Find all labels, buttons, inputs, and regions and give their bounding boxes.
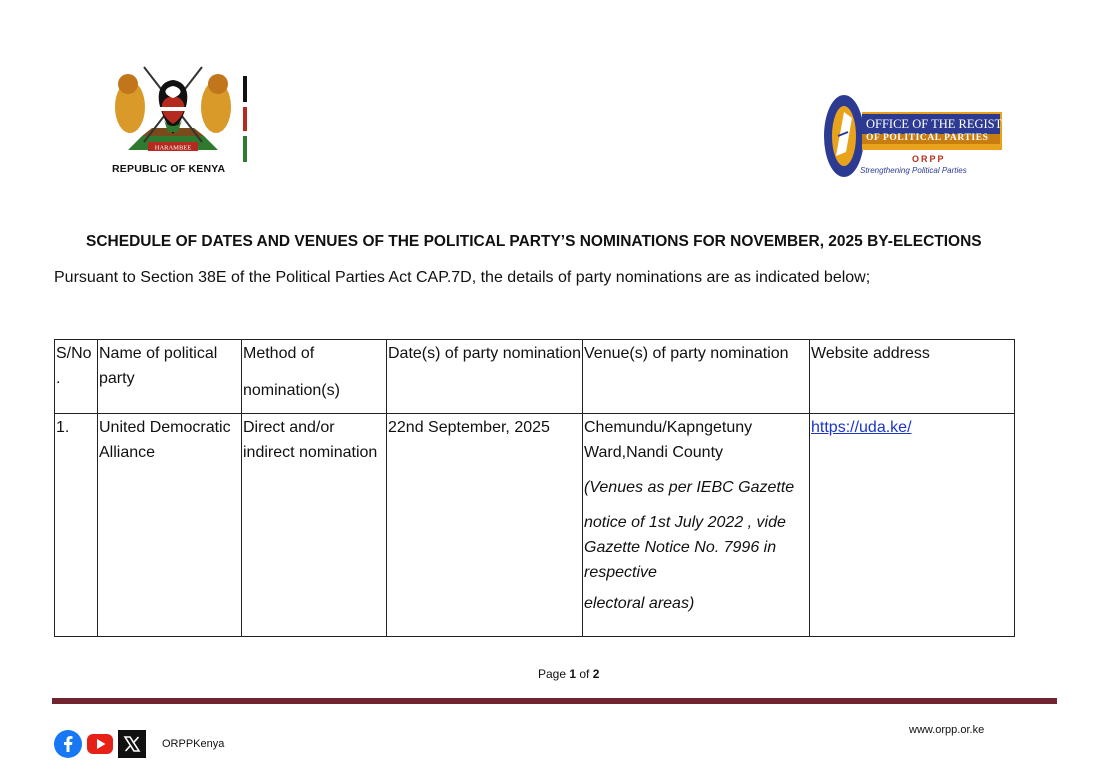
x-twitter-icon[interactable] — [118, 730, 146, 758]
intro-paragraph: Pursuant to Section 38E of the Political Parties Act CAP.7D, the details of party nominations are as indicated below; — [54, 269, 871, 286]
venue-note-1: (Venues as per IEBC Gazette — [584, 479, 795, 496]
orpp-tagline: Strengthening Political Parties — [860, 166, 967, 175]
table-header-row — [55, 340, 1015, 414]
kenya-coat-of-arms-logo — [108, 62, 238, 162]
cell-sno: 1. — [55, 414, 98, 637]
cell-party: United Democratic Alliance — [98, 414, 242, 637]
footer-website: www.orpp.or.ke — [909, 724, 985, 736]
table-row — [55, 414, 1015, 637]
header-website: Website address — [810, 340, 1015, 414]
social-handle: ORPPKenya — [162, 738, 225, 750]
orpp-name-line1: OFFICE OF THE REGISTRAR — [866, 117, 1028, 131]
header-sno: S/No . — [55, 340, 98, 414]
coat-motto: HARAMBEE — [154, 144, 192, 152]
header-venue: Venue(s) of party nomination — [583, 340, 810, 414]
header-dates: Date(s) of party nomination — [387, 340, 583, 414]
page-number: Page 1 of 2 — [538, 667, 600, 681]
nominations-schedule-table — [54, 339, 1015, 637]
republic-of-kenya-label: REPUBLIC OF KENYA — [112, 163, 226, 175]
cell-date: 22nd September, 2025 — [387, 414, 583, 637]
orpp-abbreviation: ORPP — [912, 154, 946, 164]
cell-venue — [583, 414, 810, 637]
footer-divider — [52, 698, 1057, 704]
header-method: Method of nomination(s) — [242, 340, 387, 414]
venue-main: Chemundu/Kapngetuny Ward,Nandi County — [584, 419, 753, 461]
header-party: Name of political party — [98, 340, 242, 414]
venue-note-2: notice of 1st July 2022 , vide Gazette Notice No. 7996 in respective — [584, 514, 786, 581]
party-website-link[interactable]: https://uda.ke/ — [811, 419, 912, 436]
facebook-icon[interactable] — [54, 730, 82, 758]
venue-note-3: electoral areas) — [584, 595, 695, 612]
youtube-icon[interactable] — [86, 730, 114, 758]
cell-method: Direct and/or indirect nomination — [242, 414, 387, 637]
social-icons — [54, 730, 150, 758]
cell-website — [810, 414, 1015, 637]
flag-color-bars — [243, 76, 247, 162]
orpp-name-line2: OF POLITICAL PARTIES — [866, 133, 989, 143]
document-title: SCHEDULE OF DATES AND VENUES OF THE POLITICAL PARTY’S NOMINATIONS FOR NOVEMBER, 2025 BY-ELECTIONS — [86, 233, 982, 250]
